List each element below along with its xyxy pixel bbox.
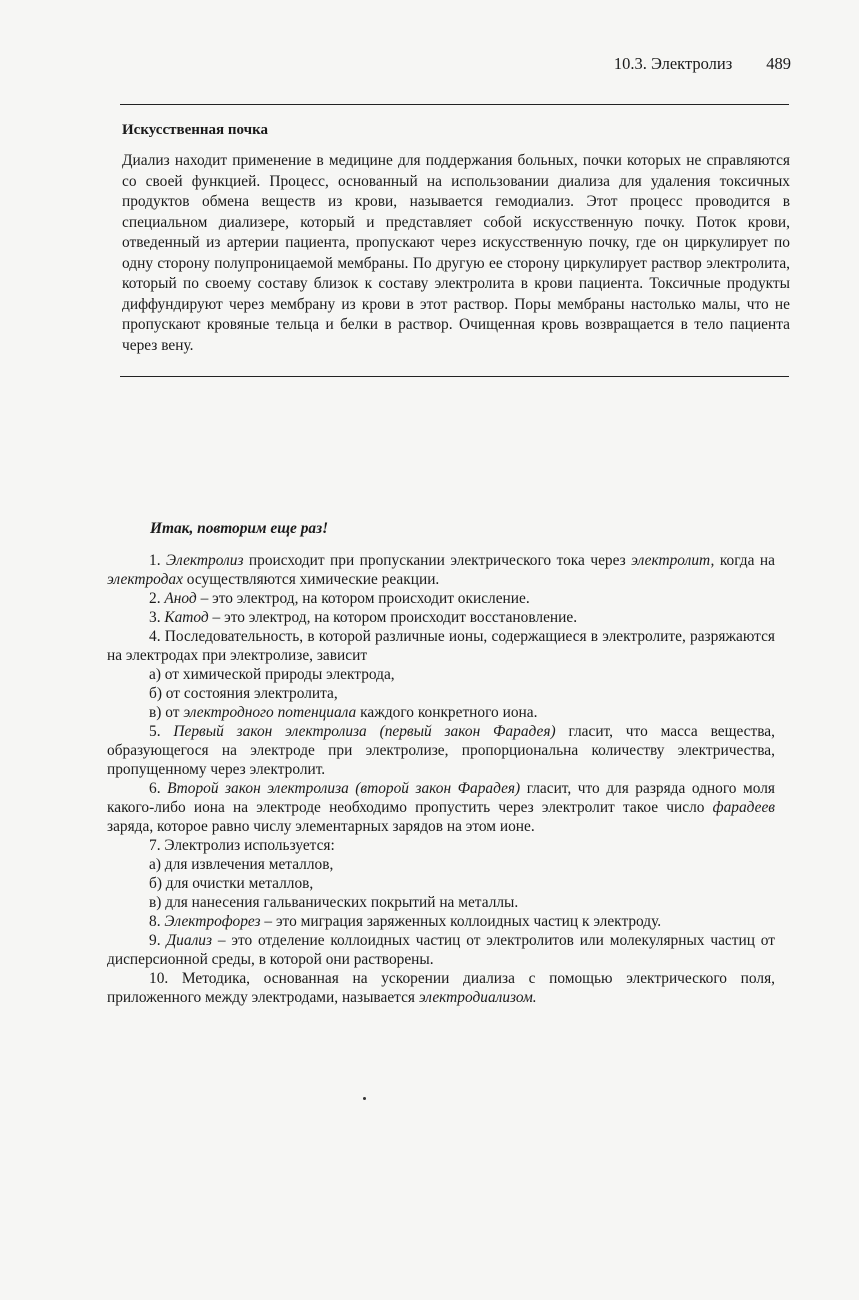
term: фарадеев <box>712 799 775 816</box>
list-subitem <box>107 703 775 722</box>
item-text: – это отделение коллоидных частиц от электролитов или молекулярных частиц от дисперсионной среды, в которой они растворены. <box>107 932 776 968</box>
term: электродах <box>107 571 183 588</box>
running-header <box>614 54 791 74</box>
item-text: – это электрод, на котором происходит восстановление. <box>208 609 578 626</box>
summary-list <box>107 551 775 1007</box>
list-subitem: а) для извлечения металлов, <box>149 856 334 873</box>
item-text: когда на <box>714 552 775 569</box>
item-number: 5. <box>149 723 174 740</box>
list-item <box>107 931 775 969</box>
list-item <box>107 608 775 627</box>
item-text: – это электрод, на котором происходит окисление. <box>196 590 530 607</box>
item-number: 8. <box>149 913 165 930</box>
item-number: 6. <box>149 780 168 797</box>
list-item: 4. Последовательность, в которой различные ионы, содержащиеся в электролите, разряжаются на электродах при электролизе, зависит <box>107 628 775 664</box>
item-text: происходит при пропускании электрического тока через <box>243 552 632 569</box>
term: Первый закон электролиза (первый закон Фарадея) <box>173 723 556 740</box>
item-text: заряда, которое равно числу элементарных зарядов на этом ионе. <box>107 818 535 835</box>
term: Катод <box>164 609 209 626</box>
summary-title: Итак, повторим еще раз! <box>150 520 329 537</box>
list-item <box>107 551 775 589</box>
section-title: 10.3. Электролиз <box>613 54 733 73</box>
term: Второй закон электролиза (второй закон Фарадея) <box>167 780 521 797</box>
term: Электролиз <box>166 552 244 569</box>
list-item <box>107 969 775 1007</box>
item-text: гласит, что масса вещества, образующегося на электроде при электролизе, пропорциональна количеству электричества, пропущенному через электролит. <box>107 723 775 778</box>
print-speck <box>363 1097 366 1100</box>
list-item <box>107 912 775 931</box>
box-paragraph: Диализ находит применение в медицине для поддержания больных, почки которых не справляются со своей функцией. Процесс, основанный на использовании диализа для удаления токсичных продуктов обмена веществ из крови, называется гемодиализ. Этот процесс проводится в специальном диализере, который и представляет собой искусственную почку. Поток крови, отведенный из артерии пациента, пропускают через искусственную почку, где он циркулирует по одну сторону полупроницаемой мембраны. По другую ее сторону циркулирует раствор электролита, который по своему составу близок к составу электролита в крови пациента. Токсичные продукты диффундируют через мембрану из крови в этот раствор. Поры мембраны настолько малы, что не пропускают кровяные тельца и белки в раствор. Очищенная кровь возвращается в тело пациента через вену. <box>122 152 790 354</box>
term: Диализ <box>166 932 212 949</box>
term: электролит, <box>631 552 715 569</box>
item-text: каждого конкретного иона. <box>356 704 538 721</box>
list-item <box>107 722 775 779</box>
list-subitem: а) от химической природы электрода, <box>149 666 395 683</box>
list-subitem: б) от состояния электролита, <box>149 685 338 702</box>
list-item <box>107 589 775 608</box>
list-subitem: в) для нанесения гальванических покрытий на металлы. <box>149 894 519 911</box>
item-text: 10. Методика, основанная на ускорении диализа с помощью электрического поля, приложенного между электродами, называется <box>107 970 775 1006</box>
page-number: 489 <box>766 54 791 73</box>
term: Электрофорез <box>164 913 261 930</box>
box-title: Искусственная почка <box>122 122 269 138</box>
item-number: 1. <box>149 552 167 569</box>
box-bottom-rule <box>120 376 789 377</box>
term: электродного потенциала <box>183 704 357 721</box>
term: электродиализом. <box>418 989 537 1006</box>
item-text: – это миграция заряженных коллоидных частиц к электроду. <box>260 913 662 930</box>
list-item: 7. Электролиз используется: <box>149 837 335 854</box>
item-number: 2. <box>149 590 165 607</box>
item-number: 9. <box>149 932 167 949</box>
box-top-rule <box>120 104 789 105</box>
term: Анод <box>164 590 197 607</box>
list-item <box>107 779 775 836</box>
item-number: 3. <box>149 609 165 626</box>
list-subitem: б) для очистки металлов, <box>149 875 314 892</box>
item-text: в) от <box>149 704 184 721</box>
item-text: осуществляются химические реакции. <box>182 571 440 588</box>
item-text: гласит, что для разряда одного моля какого-либо иона на электроде необходимо пропустить через электролит такое число <box>107 780 775 816</box>
